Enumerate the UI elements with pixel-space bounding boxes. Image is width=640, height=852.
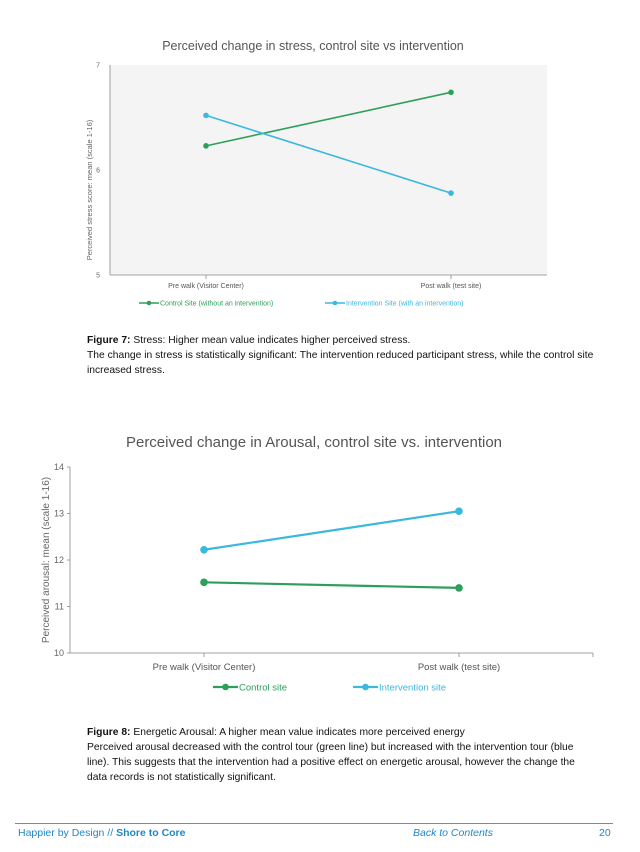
stress-chart	[0, 30, 640, 320]
figure-7-caption	[87, 333, 597, 378]
y-axis-label: Perceived arousal: mean (scale 1-16)	[41, 476, 52, 644]
footer-subtitle: Shore to Core	[116, 827, 186, 839]
page-number: 20	[599, 827, 611, 839]
legend-marker	[147, 301, 152, 306]
legend-label: Control site	[239, 682, 288, 694]
footer-title-text: Happier by Design //	[18, 827, 117, 839]
y-axis-label: Perceived stress score: mean (scale 1-16)	[85, 119, 94, 261]
figure-8-line1: Energetic Arousal: A higher mean value indicates more perceived energy	[130, 727, 465, 738]
figure-7-line1: Stress: Higher mean value indicates higher perceived stress.	[130, 335, 411, 346]
series-line	[204, 511, 459, 550]
legend-label: Intervention Site (with an intervention)	[346, 300, 464, 308]
arousal-chart	[0, 428, 640, 700]
data-point	[203, 143, 209, 149]
figure-8-label: Figure 8:	[87, 727, 131, 738]
plot-background	[110, 65, 547, 275]
y-tick-label: 6	[96, 167, 100, 175]
data-point	[203, 113, 209, 119]
footer-divider	[15, 823, 613, 824]
data-point	[448, 90, 454, 96]
y-tick-label: 7	[96, 62, 100, 70]
y-tick-label: 12	[53, 555, 64, 566]
legend-marker	[362, 684, 369, 691]
x-tick-label: Post walk (test site)	[420, 283, 482, 290]
chart-title: Perceived change in stress, control site vs intervention	[162, 39, 464, 53]
legend-marker	[222, 684, 229, 691]
y-tick-label: 5	[96, 272, 100, 280]
legend-marker	[333, 301, 338, 306]
x-tick-label: Pre walk (Visitor Center)	[152, 662, 256, 673]
x-tick-label: Pre walk (Visitor Center)	[168, 283, 244, 290]
figure-8-caption	[87, 725, 597, 785]
figure-8-line2: Perceived arousal decreased with the control tour (green line) but increased with the intervention tour (blue line). This suggests that the intervention had a positive effect on energetic arousal, however the change the data records is not statistically significant.	[87, 742, 575, 783]
data-point	[200, 579, 208, 587]
chart-title: Perceived change in Arousal, control site vs. intervention	[125, 434, 503, 451]
figure-7-label: Figure 7:	[87, 335, 131, 346]
y-tick-label: 14	[53, 462, 64, 473]
data-point	[455, 584, 463, 592]
legend-label: Control Site (without an intervention)	[160, 300, 274, 308]
data-point	[200, 546, 208, 554]
data-point	[448, 190, 454, 196]
legend-label: Intervention site	[379, 682, 447, 694]
footer-title	[18, 827, 186, 839]
data-point	[455, 507, 463, 515]
back-to-contents-link[interactable]: Back to Contents	[413, 827, 493, 839]
y-tick-label: 10	[53, 648, 64, 659]
figure-7-line2: The change in stress is statistically significant: The intervention reduced participant stress, while the control site increased stress.	[87, 350, 594, 376]
y-tick-label: 11	[54, 601, 64, 612]
series-line	[204, 582, 459, 588]
y-tick-label: 13	[53, 508, 64, 519]
x-tick-label: Post walk (test site)	[417, 662, 501, 673]
